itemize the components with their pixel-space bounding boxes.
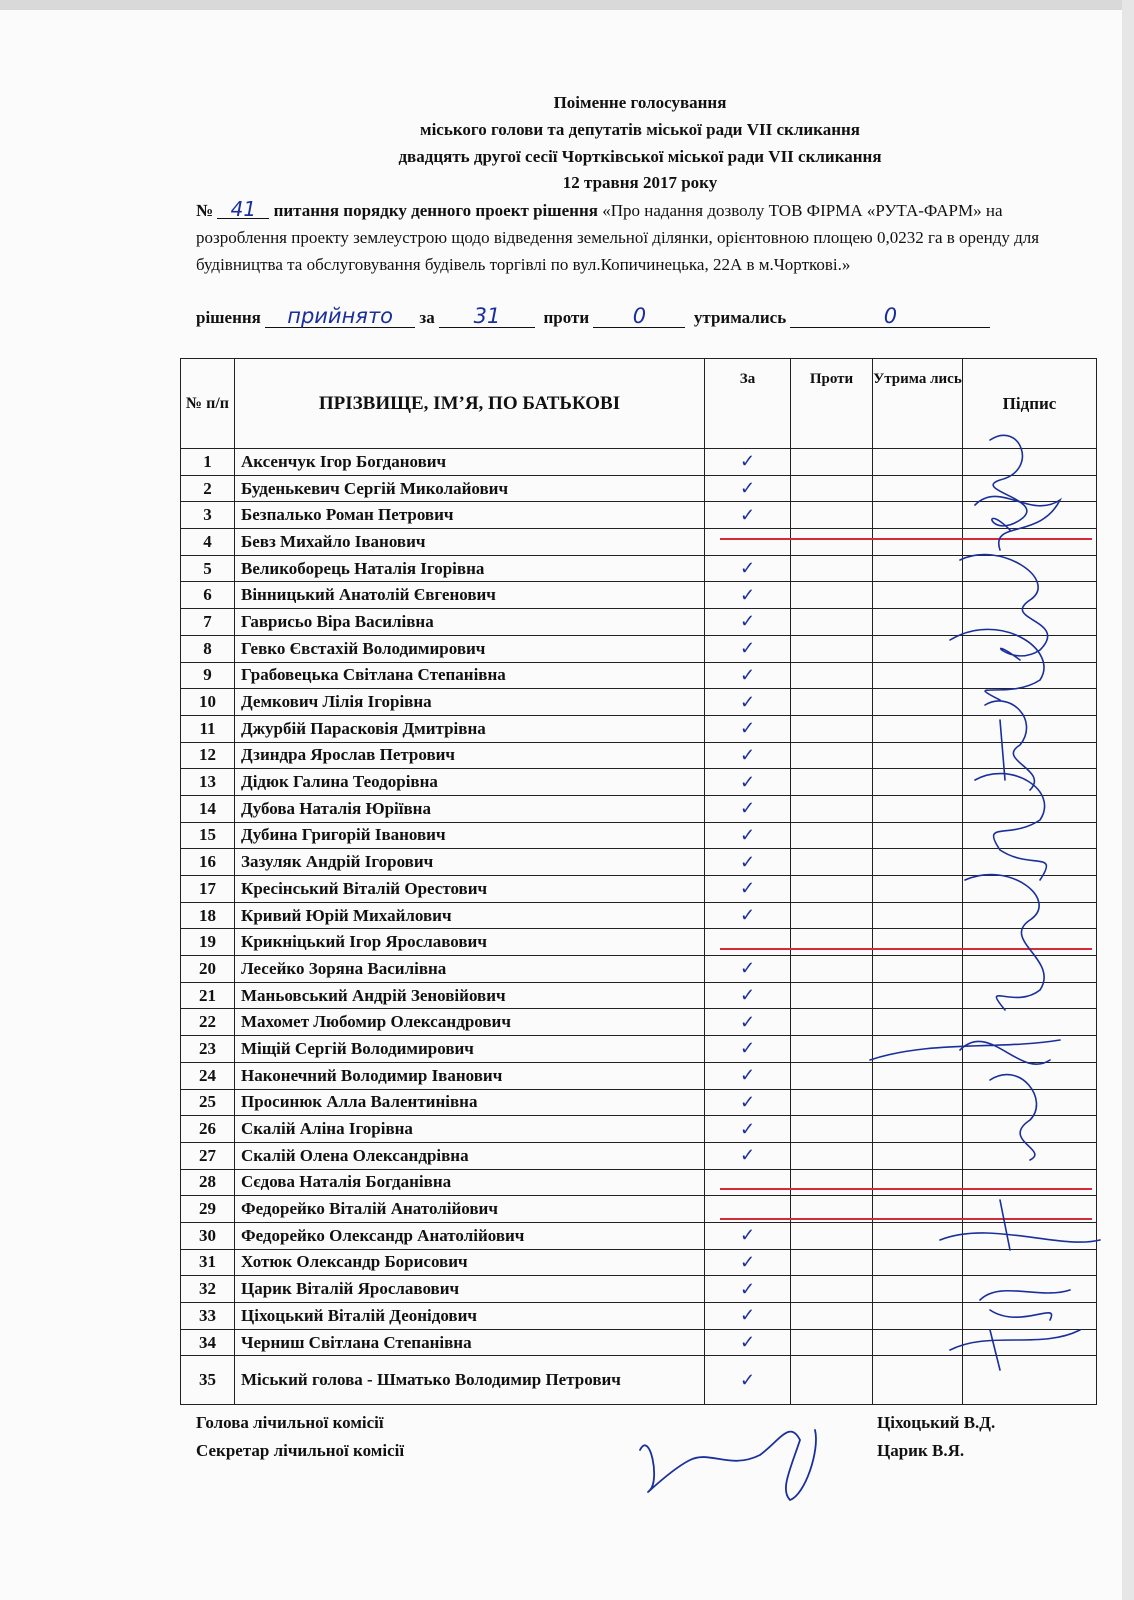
row-number: 14 [181,795,235,822]
table-row [181,715,1097,742]
vote-abstain-cell [873,1276,963,1303]
signature-cell [963,1222,1097,1249]
row-number: 28 [181,1169,235,1196]
question-number: 41 [217,200,269,219]
col-name-header: ПРІЗВИЩЕ, ІМ’Я, ПО БАТЬКОВІ [235,359,705,449]
scan-right-edge [1122,0,1134,1600]
decision-value: прийнято [287,304,394,328]
vote-against-cell [791,1036,873,1063]
table-row [181,902,1097,929]
deputy-name: Махомет Любомир Олександрович [235,1009,705,1036]
table-row [181,742,1097,769]
vote-for-mark: ✓ [705,1116,791,1143]
vote-against-cell [791,1142,873,1169]
deputy-name: Кресінський Віталій Орестович [235,876,705,903]
signature-cell [963,689,1097,716]
absence-strike-row-29 [720,1218,1092,1220]
vote-for-mark: ✓ [705,449,791,476]
deputy-name: Гаврисьо Віра Василівна [235,609,705,636]
signature-cell [963,582,1097,609]
vote-for-mark [705,1169,791,1196]
vote-for-mark: ✓ [705,475,791,502]
abstain-value: 0 [883,304,898,328]
vote-for-mark: ✓ [705,689,791,716]
for-label: за [419,308,435,327]
table-row [181,1062,1097,1089]
vote-for-mark: ✓ [705,1062,791,1089]
vote-against-cell [791,1116,873,1143]
vote-against-cell [791,529,873,556]
vote-abstain-cell [873,956,963,983]
deputy-name: Ціхоцький Віталій Деонідович [235,1303,705,1330]
signature-cell [963,609,1097,636]
table-row [181,822,1097,849]
table-row [181,1329,1097,1356]
signature-cell [963,1303,1097,1330]
row-number: 18 [181,902,235,929]
vote-abstain-cell [873,1062,963,1089]
vote-against-cell [791,555,873,582]
row-number: 21 [181,982,235,1009]
deputy-name: Грабовецька Світлана Степанівна [235,662,705,689]
col-sign-header: Підпис [963,359,1097,449]
row-number: 20 [181,956,235,983]
deputy-name: Кривий Юрій Михайлович [235,902,705,929]
table-row [181,1222,1097,1249]
signature-cell [963,956,1097,983]
signature-cell [963,769,1097,796]
deputy-name: Джурбій Парасковія Дмитрівна [235,715,705,742]
table-row [181,1303,1097,1330]
vote-abstain-cell [873,1222,963,1249]
vote-abstain-cell [873,1329,963,1356]
table-row [181,1356,1097,1405]
vote-for-mark: ✓ [705,582,791,609]
row-number: 23 [181,1036,235,1063]
deputy-name: Міський голова - Шматько Володимир Петрович [235,1356,705,1405]
scan-top-edge [0,0,1134,10]
vote-abstain-cell [873,1249,963,1276]
voting-table [180,358,1097,1405]
vote-abstain-cell [873,1009,963,1036]
question-no-label: № [196,201,214,220]
row-number: 11 [181,715,235,742]
vote-for-mark [705,929,791,956]
deputy-name: Гевко Євстахій Володимирович [235,635,705,662]
signature-cell [963,1142,1097,1169]
deputy-name: Скалій Олена Олександрівна [235,1142,705,1169]
vote-abstain-cell [873,635,963,662]
table-row [181,555,1097,582]
vote-for-mark: ✓ [705,956,791,983]
deputy-name: Царик Віталій Ярославович [235,1276,705,1303]
vote-against-cell [791,1009,873,1036]
table-row [181,475,1097,502]
vote-abstain-cell [873,822,963,849]
vote-for-mark: ✓ [705,1249,791,1276]
vote-abstain-cell [873,1356,963,1405]
table-row [181,662,1097,689]
row-number: 33 [181,1303,235,1330]
vote-abstain-cell [873,715,963,742]
row-number: 32 [181,1276,235,1303]
vote-abstain-cell [873,609,963,636]
row-number: 3 [181,502,235,529]
vote-abstain-cell [873,982,963,1009]
row-number: 35 [181,1356,235,1405]
table-row [181,609,1097,636]
abstain-label: утримались [693,308,787,327]
vote-abstain-cell [873,742,963,769]
vote-against-cell [791,1169,873,1196]
vote-against-cell [791,1222,873,1249]
vote-for-mark: ✓ [705,876,791,903]
table-header-row [181,359,1097,449]
deputy-name: Лесейко Зоряна Василівна [235,956,705,983]
chair-name: Ціхоцький В.Д. [877,1413,996,1432]
row-number: 17 [181,876,235,903]
vote-for-mark: ✓ [705,1142,791,1169]
row-number: 30 [181,1222,235,1249]
signature-cell [963,1169,1097,1196]
row-number: 9 [181,662,235,689]
signature-cell [963,1009,1097,1036]
vote-for-mark: ✓ [705,1009,791,1036]
signature-cell [963,449,1097,476]
row-number: 24 [181,1062,235,1089]
table-row [181,1169,1097,1196]
col-abstain-header: Утрима лись [873,359,963,449]
secretary-label: Секретар лічильної комісії [196,1441,405,1460]
vote-for-mark: ✓ [705,1222,791,1249]
vote-against-cell [791,822,873,849]
signature-cell [963,929,1097,956]
deputy-name: Наконечний Володимир Іванович [235,1062,705,1089]
deputy-name: Просинюк Алла Валентинівна [235,1089,705,1116]
signature-cell [963,502,1097,529]
table-row [181,769,1097,796]
deputy-name: Вінницький Анатолій Євгенович [235,582,705,609]
vote-against-cell [791,956,873,983]
row-number: 8 [181,635,235,662]
signature-cell [963,1116,1097,1143]
deputy-name: Федорейко Олександр Анатолійович [235,1222,705,1249]
table-row [181,956,1097,983]
table-row [181,1276,1097,1303]
vote-against-cell [791,609,873,636]
vote-for-mark: ✓ [705,742,791,769]
table-row [181,929,1097,956]
row-number: 7 [181,609,235,636]
signature-cell [963,1062,1097,1089]
vote-against-cell [791,582,873,609]
absence-strike-row-28 [720,1188,1092,1190]
signature-cell [963,795,1097,822]
doc-date: 12 травня 2017 року [562,173,718,192]
vote-abstain-cell [873,795,963,822]
vote-for-mark: ✓ [705,715,791,742]
against-label: проти [543,308,590,327]
vote-abstain-cell [873,929,963,956]
row-number: 19 [181,929,235,956]
vote-against-cell [791,689,873,716]
deputy-name: Великоборець Наталія Ігорівна [235,555,705,582]
row-number: 15 [181,822,235,849]
vote-abstain-cell [873,1089,963,1116]
vote-abstain-cell [873,1169,963,1196]
vote-for-mark: ✓ [705,795,791,822]
row-number: 12 [181,742,235,769]
vote-for-mark: ✓ [705,1276,791,1303]
signature-cell [963,1089,1097,1116]
vote-abstain-cell [873,555,963,582]
vote-abstain-cell [873,849,963,876]
absence-strike-row-4 [720,538,1092,540]
table-row [181,502,1097,529]
row-number: 29 [181,1196,235,1223]
deputy-name: Демкович Лілія Ігорівна [235,689,705,716]
vote-against-cell [791,1303,873,1330]
for-value: 31 [473,304,501,328]
signature-cell [963,1036,1097,1063]
vote-against-cell [791,502,873,529]
vote-against-cell [791,1089,873,1116]
vote-for-mark: ✓ [705,1356,791,1405]
signature-cell [963,822,1097,849]
vote-abstain-cell [873,769,963,796]
table-row [181,1036,1097,1063]
doc-subtitle-1: міського голови та депутатів міської ради VII скликання [420,120,860,139]
table-row [181,849,1097,876]
vote-abstain-cell [873,475,963,502]
row-number: 16 [181,849,235,876]
deputy-name: Черниш Світлана Степанівна [235,1329,705,1356]
vote-against-cell [791,795,873,822]
vote-abstain-cell [873,1303,963,1330]
agenda-question [196,197,1092,278]
row-number: 31 [181,1249,235,1276]
vote-against-cell [791,1249,873,1276]
vote-abstain-cell [873,1036,963,1063]
vote-abstain-cell [873,582,963,609]
col-no-header: № п/п [181,359,235,449]
signature-cell [963,1356,1097,1405]
deputy-name: Зазуляк Андрій Ігорович [235,849,705,876]
signature-cell [963,982,1097,1009]
vote-abstain-cell [873,529,963,556]
vote-for-mark: ✓ [705,902,791,929]
vote-for-mark: ✓ [705,1089,791,1116]
deputy-name: Буденькевич Сергій Миколайович [235,475,705,502]
table-row [181,529,1097,556]
signature-cell [963,849,1097,876]
decision-label: рішення [196,308,261,327]
absence-strike-row-19 [720,948,1092,950]
deputy-name: Хотюк Олександр Борисович [235,1249,705,1276]
row-number: 22 [181,1009,235,1036]
vote-against-cell [791,1356,873,1405]
signature-cell [963,715,1097,742]
col-against-header: Проти [791,359,873,449]
table-row [181,582,1097,609]
doc-subtitle-2: двадцять другої сесії Чортківської міської ради VII скликання [398,147,882,166]
row-number: 4 [181,529,235,556]
vote-against-cell [791,715,873,742]
vote-abstain-cell [873,876,963,903]
deputy-name: Бевз Михайло Іванович [235,529,705,556]
deputy-name: Дідюк Галина Теодорівна [235,769,705,796]
row-number: 1 [181,449,235,476]
vote-abstain-cell [873,662,963,689]
vote-against-cell [791,742,873,769]
vote-for-mark: ✓ [705,982,791,1009]
vote-for-mark: ✓ [705,662,791,689]
table-row [181,1249,1097,1276]
vote-for-mark: ✓ [705,1036,791,1063]
vote-for-mark: ✓ [705,849,791,876]
deputy-name: Скалій Аліна Ігорівна [235,1116,705,1143]
vote-against-cell [791,849,873,876]
vote-for-mark: ✓ [705,635,791,662]
table-row [181,635,1097,662]
signature-cell [963,902,1097,929]
signature-cell [963,1276,1097,1303]
doc-title: Поіменне голосування [553,93,727,112]
vote-for-mark: ✓ [705,609,791,636]
signature-cell [963,529,1097,556]
vote-for-mark: ✓ [705,822,791,849]
deputy-name: Крикніцький Ігор Ярославович [235,929,705,956]
signature-cell [963,1329,1097,1356]
vote-for-mark [705,529,791,556]
vote-for-mark: ✓ [705,1329,791,1356]
row-number: 10 [181,689,235,716]
row-number: 25 [181,1089,235,1116]
vote-against-cell [791,1062,873,1089]
vote-against-cell [791,635,873,662]
vote-for-mark: ✓ [705,769,791,796]
vote-against-cell [791,449,873,476]
vote-against-cell [791,769,873,796]
table-row [181,1116,1097,1143]
signature-cell [963,555,1097,582]
deputy-name: Федорейко Віталій Анатолійович [235,1196,705,1223]
secretary-name: Царик В.Я. [877,1441,965,1460]
col-for-header: За [705,359,791,449]
row-number: 5 [181,555,235,582]
row-number: 2 [181,475,235,502]
deputy-name: Дубова Наталія Юріївна [235,795,705,822]
table-row [181,1142,1097,1169]
signature-cell [963,1249,1097,1276]
vote-abstain-cell [873,449,963,476]
vote-for-mark: ✓ [705,1303,791,1330]
table-row [181,982,1097,1009]
vote-against-cell [791,1329,873,1356]
row-number: 34 [181,1329,235,1356]
table-row [181,1009,1097,1036]
vote-abstain-cell [873,689,963,716]
table-row [181,876,1097,903]
table-row [181,689,1097,716]
row-number: 27 [181,1142,235,1169]
vote-for-mark: ✓ [705,555,791,582]
against-value: 0 [632,304,647,328]
deputy-name: Дзиндра Ярослав Петрович [235,742,705,769]
deputy-name: Міщій Сергій Володимирович [235,1036,705,1063]
vote-against-cell [791,902,873,929]
chair-signature [640,1430,816,1500]
deputy-name: Дубина Григорій Іванович [235,822,705,849]
signature-cell [963,742,1097,769]
table-row [181,1089,1097,1116]
vote-abstain-cell [873,1142,963,1169]
chair-label: Голова лічильної комісії [196,1413,384,1432]
vote-abstain-cell [873,902,963,929]
question-title-bold: питання порядку денного проект рішення [273,201,598,220]
question-title-text: «Про надання дозволу ТОВ ФІРМА «РУТА-ФАРМ» на розроблення проекту землеустрою щодо відведення земельної ділянки, орієнтовною площею 0,0232 га в оренду для будівництва та обслуговування будівель торгівлі по вул.Копичинецька, 22А в м.Чорткові.» [196,201,1040,274]
table-row [181,795,1097,822]
deputy-name: Безпалько Роман Петрович [235,502,705,529]
vote-against-cell [791,475,873,502]
signature-cell [963,475,1097,502]
deputy-name: Маньовський Андрій Зеновійович [235,982,705,1009]
vote-for-mark: ✓ [705,502,791,529]
signature-cell [963,876,1097,903]
decision-line [196,306,1092,328]
row-number: 26 [181,1116,235,1143]
vote-against-cell [791,876,873,903]
signature-cell [963,635,1097,662]
deputy-name: Сєдова Наталія Богданівна [235,1169,705,1196]
vote-against-cell [791,982,873,1009]
vote-against-cell [791,1276,873,1303]
row-number: 13 [181,769,235,796]
vote-against-cell [791,662,873,689]
vote-against-cell [791,929,873,956]
vote-abstain-cell [873,502,963,529]
deputy-name: Аксенчук Ігор Богданович [235,449,705,476]
signature-cell [963,662,1097,689]
row-number: 6 [181,582,235,609]
table-row [181,449,1097,476]
vote-abstain-cell [873,1116,963,1143]
